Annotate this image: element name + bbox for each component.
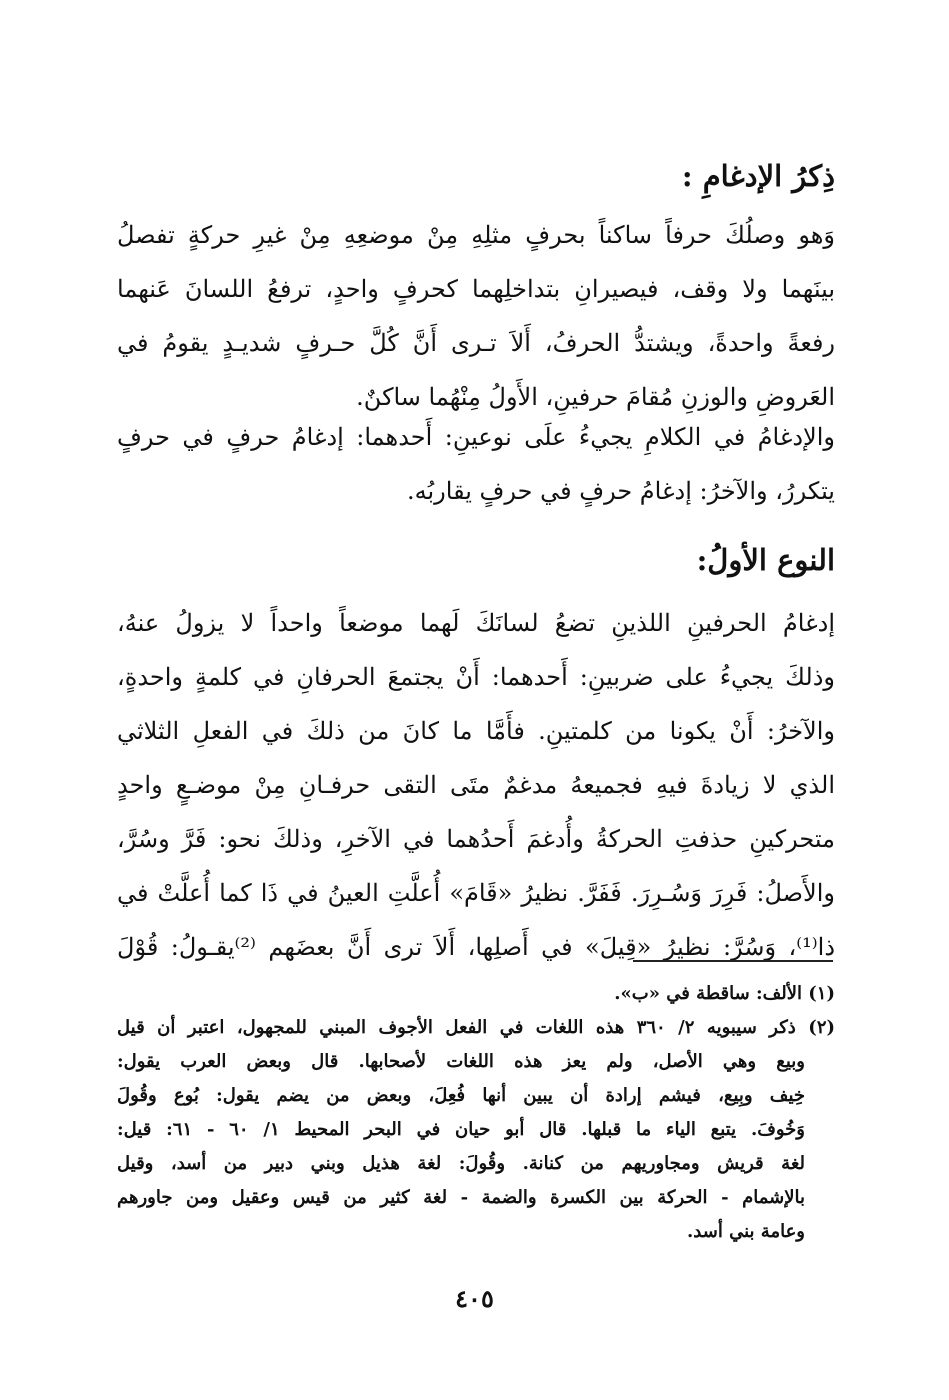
footnote-separator: [633, 960, 833, 962]
text-line: رفعةً واحدةً، ويشتدُّ الحرفُ، أَلاَ تـرى أَنَّ كُلَّ حـرفٍ شديـدٍ يقومُ في: [117, 329, 835, 357]
heading-dhikr-al-idgham: ذِكرُ الإدغامِ :: [681, 159, 835, 193]
footnote-2-line: بالإشمام - الحركة بين الكسرة والضمة - لغة كثير من قيس وعقيل ومن جاورهم: [117, 1187, 805, 1208]
paragraph-first-type: [117, 596, 835, 974]
section-heading-first-type: [117, 540, 835, 580]
footnote-2-line: خِيف وبِيع، فيشم إرادة أن يبين أنها فُعِلَ، وبعض من يضم يقول: بُوع وقُولَ: [117, 1085, 805, 1106]
footnote-2-line: وَخُوفَ. يتبع الياء ما قبلها. قال أبو حيان في البحر المحيط ١/ ٦٠ - ٦١: قيل:: [117, 1119, 805, 1140]
footnote-2-line: وبيع وهي الأصل، ولم يعز هذه اللغات لأصحابها. قال وبعض العرب يقول:: [117, 1051, 805, 1072]
footnote-2-line: (٢) ذكر سيبويه ٢/ ٣٦٠ هذه اللغات في الفعل الأجوف المبني للمجهول، اعتبر أن قيل: [117, 1017, 835, 1038]
text-line: والأَصلُ: فَرِرَ وَسُـرِرَ. فَفَرَّ. نظيرُ «قَامَ» أُعلَّتِ العينُ في ذَا كما أُعلَّتْ في: [117, 879, 835, 907]
paragraph-definition: [117, 208, 835, 424]
text-line: وذلكَ يجيءُ على ضربينِ: أَحدهما: أَنْ يجتمعَ الحرفانِ في كلمةٍ واحدةٍ،: [117, 663, 835, 691]
text-line: ذا⁽¹⁾، وَسُرَّ: نظيرُ «قِيلَ» في أَصلِها، أَلاَ ترى أَنَّ بعضَهم ⁽²⁾يقـولُ: قُوْلَ: [117, 933, 835, 961]
footnotes: [117, 977, 835, 1249]
text-line: متحركينِ حذفتِ الحركةُ وأُدغمَ أَحدُهما في الآخرِ، وذلكَ نحو: فَرَّ وسُرَّ،: [117, 825, 835, 853]
page-number: ٤٠٥: [455, 1284, 494, 1313]
text-line: العَروضِ والوزنِ مُقامَ حرفينِ، الأَولُ مِنْهُما ساكنٌ.: [356, 383, 835, 411]
section-heading-idgham: [117, 156, 835, 196]
heading-first-type: النوع الأولُ:: [696, 543, 835, 577]
text-line: والإدغامُ في الكلامِ يجيءُ علَى نوعينِ: أَحدهما: إدغامُ حرفٍ في حرفٍ: [117, 423, 835, 451]
footnote-2-line: وعامة بني أسد.: [687, 1221, 805, 1242]
footnote-1: (١) الألف: ساقطة في «ب».: [614, 983, 835, 1004]
text-line: بينَهما ولا وقف، فيصيرانِ بتداخلِهما كحرفٍ واحدٍ، ترفعُ اللسانَ عَنهما: [117, 275, 835, 303]
text-line: الذي لا زيادةَ فيهِ فجميعهُ مدغمٌ متَى التقى حرفـانِ مِنْ موضـعٍ واحدٍ: [117, 771, 835, 799]
text-line: إدغامُ الحرفينِ اللذينِ تضعُ لسانَكَ لَهما موضعاً واحداً لا يزولُ عنهُ،: [117, 609, 835, 637]
footnote-2-line: لغة قريش ومجاوريهم من كنانة. وقُولَ: لغة هذيل وبني دبير من أسد، وقيل: [117, 1153, 805, 1174]
paragraph-two-types: [117, 410, 835, 518]
text-line: والآخرُ: أَنْ يكونا من كلمتينِ. فأَمَّا ما كانَ من ذلكَ في الفعلِ الثلاثي: [117, 717, 835, 745]
text-line: وَهو وصلُكَ حرفاً ساكناً بحرفٍ مثلِهِ مِنْ موضعِهِ مِنْ غيرِ حركةٍ تفصلُ: [117, 221, 835, 249]
text-line: يتكررُ، والآخرُ: إدغامُ حرفٍ في حرفٍ يقاربُه.: [406, 477, 835, 505]
